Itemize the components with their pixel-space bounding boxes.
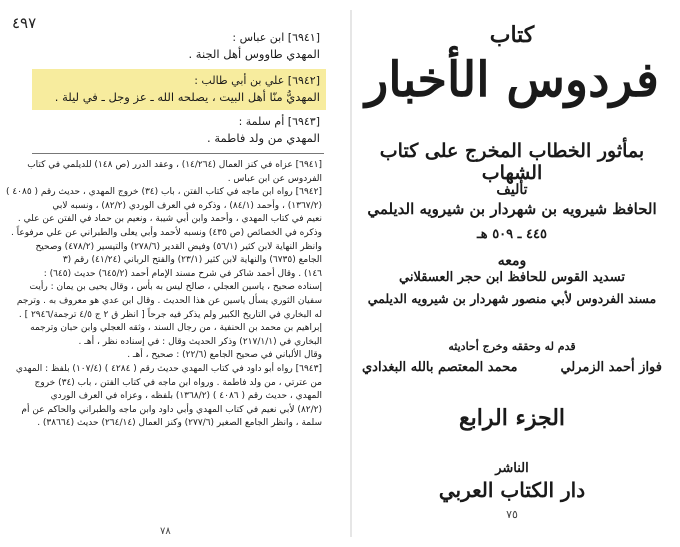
footnote-line: [٦٩٤١] عزاه في كنز العمال (١٤/٢٦٤) ، وعقد الدرر (ص ١٤٨) للديلمي في كتاب: [27, 160, 322, 170]
editor-name: فواز أحمد الزمرلي: [560, 360, 662, 375]
footnote-line: سلمة ، وانظر الجامع الصغير (٢٧٧/٦) وكنز العمال (٢٦٤/١٤) حديث (٣٨٦٦٤) .: [37, 418, 322, 429]
footnote-line: ١٤٦) . وقال أحمد شاكر في شرح مسند الإمام أحمد (٦٤٥/٢) حديث (٦٤٥) :: [43, 268, 322, 279]
footnote-line: (٨٢/٢) لأبي نعيم في كتاب المهدي وأبي داود وابن ماجه والطبراني والحاكم عن أم: [21, 404, 322, 415]
footnote-line: إسناده صحيح ، ياسين العجلي ، صالح ليس به بأس ، وقال يحيى بن يمان : رأيت: [29, 282, 322, 293]
volume-label: الجزء الرابع: [458, 405, 566, 431]
companion-work-2: مسند الفردوس لأبي منصور شهردار بن شيرويه الديلمي: [367, 291, 657, 306]
publisher-label: الناشر: [495, 461, 529, 476]
footnote-line: سفيان الثوري يسأل ياسين عن هذا الحديث . وقال ابن عدي هو معروف به . وترجم: [16, 295, 322, 306]
footnote-divider: [32, 153, 324, 154]
footnote-line: نعيم في كتاب المهدي ، وأحمد وابن أبي شيبة ، ونعيم بن حماد في الفتن عن علي .: [17, 214, 322, 225]
hadith-text: المهدي طاووس أهل الجنة .: [188, 47, 320, 61]
editor-name: محمد المعتصم بالله البغدادي: [362, 360, 518, 375]
hadith-entry: [30, 114, 320, 146]
footnote-line: الفردوس عن ابن عباس .: [227, 173, 322, 184]
footnote-line: الجامع (٦٧٣٥) والنهاية لابن كثير (٢٣/١) والفتح الرباني (٤١/٢٤) رقم (٣: [62, 255, 322, 266]
hadith-entry: [30, 30, 320, 62]
publisher-name: دار الكتاب العربي: [438, 478, 586, 502]
footnote-line: (١٣٦٧/٢) ، وأحمد (٨٤/١) ، وذكره في العرف الوردي (٨٢/٢) ، ونسبه لابي: [52, 200, 322, 211]
folio-number: ٧٥: [506, 508, 518, 521]
authorship-label: تأليف: [496, 182, 528, 198]
footnote-line: [٦٩٤٣] رواه أبو داود في كتاب المهدي حديث رقم ( ٤٢٨٤ ) (١٠٧/٤) بلفظ : المهدي: [15, 363, 322, 374]
hadith-narrator: [٦٩٤١] ابن عباس :: [232, 31, 320, 44]
folio-number: ٧٨: [160, 526, 171, 537]
footnote-line: وانظر النهاية لابن كثير (٥٦/١) وفيض القدير (٢٧٨/٦) والتيسير (٤٧٨/٢) وصحيح: [35, 241, 322, 252]
editors-list: [362, 360, 662, 375]
hadith-narrator: [٦٩٤٣] أم سلمة :: [238, 115, 320, 128]
footnotes: [5, 159, 322, 431]
page-number: ٤٩٧: [12, 14, 37, 32]
author-name: الحافظ شيرويه بن شهردار بن شيرويه الديلمي: [367, 200, 657, 218]
book-subtitle: بمأثور الخطاب المخرج على كتاب الشهاب: [379, 140, 645, 184]
hadith-text: المهدي من ولد فاطمة .: [207, 131, 320, 145]
author-dates: ٤٤٥ ـ ٥٠٩ هـ: [477, 227, 547, 242]
editors-intro: قدم له وحققه وخرج أحاديثه: [448, 340, 576, 353]
book-title: فردوس الأخبار: [365, 52, 659, 108]
hadith-text: المهديُّ منّا أهل البيت ، يصلحه الله ـ عز وجل ـ في ليلة .: [54, 90, 320, 104]
footnote-line: وقال الألباني في صحيح الجامع (٢٢/٦) : صحيح ، أهـ .: [127, 350, 322, 361]
footnote-line: إبراهيم بن محمد بن الحنفية ، من رجال السند ، وثقه العجلي وابن حبان وترجمه: [30, 323, 322, 334]
hadith-entry-highlighted: [30, 73, 320, 105]
footnote-line: البخاري في (٢١٧/١/١) وذكر الحديث وقال : في إسناده نظر ، أهـ .: [78, 336, 322, 347]
title-page: [352, 0, 680, 547]
accompanied-by-label: ومعه: [497, 253, 527, 269]
companion-work-1: تسديد القوس للحافظ ابن حجر العسقلاني: [399, 270, 625, 285]
footnote-line: المهدي ، حديث رقم ( ٤٠٨٦ ) (١٣٦٨/٢) بلفظه ، وعزاه في العرف الوردي: [50, 391, 322, 402]
footnote-line: له البخاري في التاريخ الكبير ولم يذكر فيه جرحاً [ انظر ق ٢ ج ٤/٥ ترجمة/٢٩٤٦ ] .: [18, 309, 322, 320]
hadith-narrator: [٦٩٤٢] علي بن أبي طالب :: [194, 74, 320, 87]
footnote-line: من عترتي ، من ولد فاطمة . ورواه ابن ماجه في كتاب الفتن ، باب (٣٤) خروج: [34, 377, 322, 388]
kitab-heading: كتاب: [489, 22, 535, 48]
footnote-line: [٦٩٤٢] رواه ابن ماجه في كتاب الفتن ، باب (٣٤) خروج المهدي ، حديث رقم ( ٤٠٨٥ ): [5, 187, 322, 198]
footnote-line: وذكره في الخصائص (ص ٤٣٥) ونسبه لأحمد وأبي يعلى والطبراني عن علي مرفوعاً .: [10, 227, 322, 238]
